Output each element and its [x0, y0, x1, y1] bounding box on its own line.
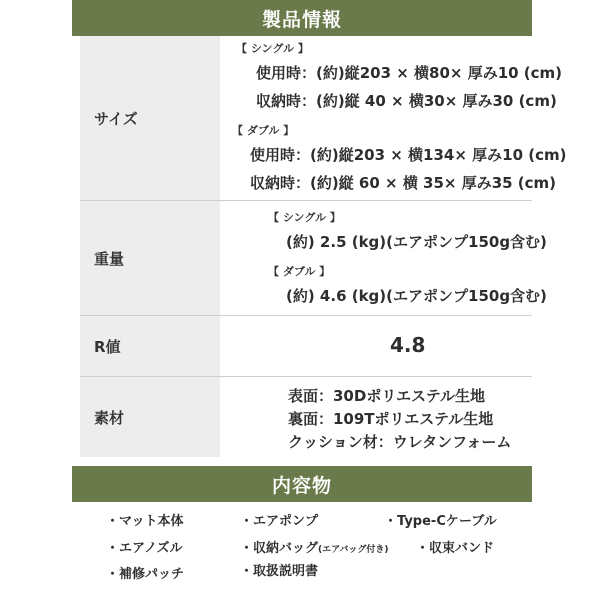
material-values	[220, 377, 532, 457]
contents-title: 内容物	[271, 474, 332, 497]
weight-values	[220, 201, 547, 315]
contents-item-cable: ・Type-Cケーブル	[384, 514, 497, 529]
r-value-row	[72, 316, 532, 376]
material-front: 表面：30Dポリエステル生地	[288, 387, 485, 405]
contents-item-bag	[240, 537, 389, 556]
contents-item-pump: ・エアポンプ	[240, 514, 319, 529]
contents-item-bag-label: ・収納バッグ	[240, 541, 319, 556]
material-label: 素材	[80, 377, 220, 457]
material-back: 裏面：109Tポリエステル生地	[288, 410, 494, 428]
weight-row	[72, 201, 547, 315]
size-values	[220, 36, 567, 200]
r-value: 4.8	[390, 333, 426, 357]
contents-item-nozzle: ・エアノズル	[106, 541, 183, 556]
size-double-use: 使用時：(約)縦203 × 横134× 厚み10 (cm)	[250, 146, 567, 164]
spec-section-header	[72, 0, 532, 36]
weight-single-header: 【 シングル 】	[268, 211, 341, 224]
weight-double-header: 【 ダブル 】	[268, 265, 331, 278]
weight-single-value: (約) 2.5 (kg)(エアポンプ150g含む)	[286, 233, 547, 251]
material-row	[72, 377, 532, 457]
size-single-storage: 収納時：(約)縦 40 × 横30× 厚み30 (cm)	[256, 92, 557, 110]
size-double-header: 【 ダブル 】	[232, 124, 295, 137]
contents-item-patch: ・補修パッチ	[106, 567, 185, 582]
size-single-header: 【 シングル 】	[236, 42, 309, 55]
spec-title: 製品情報	[261, 8, 342, 31]
contents-item-bag-note: (エアバッグ付き)	[318, 545, 389, 555]
contents-item-mat: ・マット本体	[106, 514, 184, 529]
weight-double-value: (約) 4.6 (kg)(エアポンプ150g含む)	[286, 287, 547, 305]
material-cushion: クッション材：ウレタンフォーム	[288, 433, 512, 451]
size-label: サイズ	[80, 36, 220, 200]
r-value-values	[220, 316, 532, 376]
contents-item-band: ・収束バンド	[416, 541, 495, 556]
size-double-storage: 収納時：(約)縦 60 × 横 35× 厚み35 (cm)	[250, 174, 557, 192]
size-row	[72, 36, 567, 200]
size-single-use: 使用時：(約)縦203 × 横80× 厚み10 (cm)	[256, 64, 563, 82]
contents-item-manual: ・取扱説明書	[240, 564, 319, 579]
weight-label: 重量	[80, 201, 220, 315]
contents-section-header	[72, 466, 532, 502]
r-value-label: R値	[80, 316, 220, 376]
